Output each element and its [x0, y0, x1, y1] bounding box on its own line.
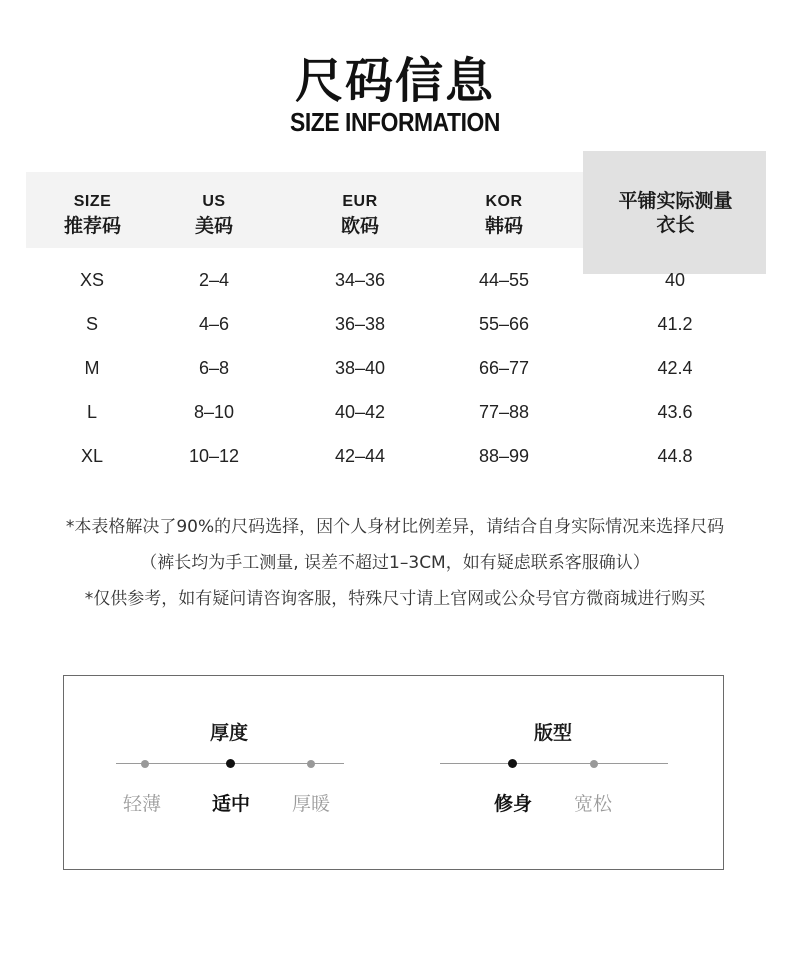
column-header-us: [164, 190, 264, 238]
thickness-option-medium: 适中: [211, 793, 250, 815]
cell-kor: 77–88: [478, 402, 530, 422]
size-notes: [0, 513, 790, 621]
cell-size: M: [84, 358, 100, 378]
fit-track: [440, 763, 668, 764]
cell-kor: 88–99: [478, 446, 530, 466]
cell-eur: 36–38: [334, 314, 386, 334]
column-header-us-cn: 美码: [194, 215, 233, 237]
column-header-size-cn: 推荐码: [63, 215, 121, 237]
cell-eur: 38–40: [334, 358, 386, 378]
page-title-cn: 尺码信息: [294, 53, 495, 109]
size-table-body: [0, 258, 790, 478]
cell-size: S: [85, 314, 98, 334]
column-header-length-label: 衣长: [656, 214, 695, 236]
fit-title: 版型: [533, 722, 572, 744]
cell-length: 44.8: [657, 446, 693, 466]
cell-us: 2–4: [198, 270, 230, 290]
table-row: [0, 346, 790, 390]
thickness-dot-warm: [307, 760, 315, 768]
column-header-kor-en: KOR: [485, 193, 523, 210]
thickness-option-light: 轻薄: [122, 793, 161, 815]
column-header-eur-cn: 欧码: [340, 215, 379, 237]
thickness-option-warm: 厚暖: [291, 793, 330, 815]
note-line: *本表格解决了90%的尺码选择，因个人身材比例差异，请结合自身实际情况来选择尺码: [65, 517, 725, 537]
column-header-kor-cn: 韩码: [484, 215, 523, 237]
fabric-attributes-panel: [63, 675, 724, 870]
cell-kor: 66–77: [478, 358, 530, 378]
cell-size: XS: [79, 270, 104, 290]
cell-eur: 40–42: [334, 402, 386, 422]
thickness-title: 厚度: [209, 722, 248, 744]
cell-length: 41.2: [657, 314, 693, 334]
note-line: （裤长均为手工测量, 误差不超过1–3CM，如有疑虑联系客服确认）: [140, 553, 650, 573]
thickness-dot-medium: [226, 759, 235, 768]
column-header-length: [593, 189, 758, 237]
column-header-eur-en: EUR: [342, 193, 378, 210]
fit-option-loose: 宽松: [573, 793, 612, 815]
cell-kor: 44–55: [478, 270, 530, 290]
fit-dot-loose: [590, 760, 598, 768]
page-title-en: SIZE INFORMATION: [290, 107, 500, 137]
note-line: *仅供参考，如有疑问请咨询客服，特殊尺寸请上官网或公众号官方微商城进行购买: [84, 589, 706, 609]
table-row: [0, 302, 790, 346]
column-header-size-en: SIZE: [73, 193, 112, 210]
fit-option-slim: 修身: [493, 793, 532, 815]
fit-dot-slim: [508, 759, 517, 768]
cell-us: 10–12: [188, 446, 240, 466]
cell-length: 43.6: [657, 402, 693, 422]
cell-length: 40: [664, 270, 686, 290]
cell-eur: 42–44: [334, 446, 386, 466]
cell-size: L: [86, 402, 97, 422]
column-header-eur: [310, 190, 410, 238]
column-header-length-measure: 平铺实际测量: [618, 190, 733, 212]
table-row: [0, 258, 790, 302]
table-row: [0, 434, 790, 478]
cell-size: XL: [80, 446, 104, 466]
column-header-kor: [454, 190, 554, 238]
cell-us: 6–8: [198, 358, 230, 378]
cell-us: 8–10: [193, 402, 235, 422]
column-header-us-en: US: [202, 193, 226, 210]
table-row: [0, 390, 790, 434]
thickness-dot-light: [141, 760, 149, 768]
cell-length: 42.4: [657, 358, 693, 378]
cell-kor: 55–66: [478, 314, 530, 334]
cell-eur: 34–36: [334, 270, 386, 290]
column-header-size: [40, 190, 145, 238]
cell-us: 4–6: [198, 314, 230, 334]
